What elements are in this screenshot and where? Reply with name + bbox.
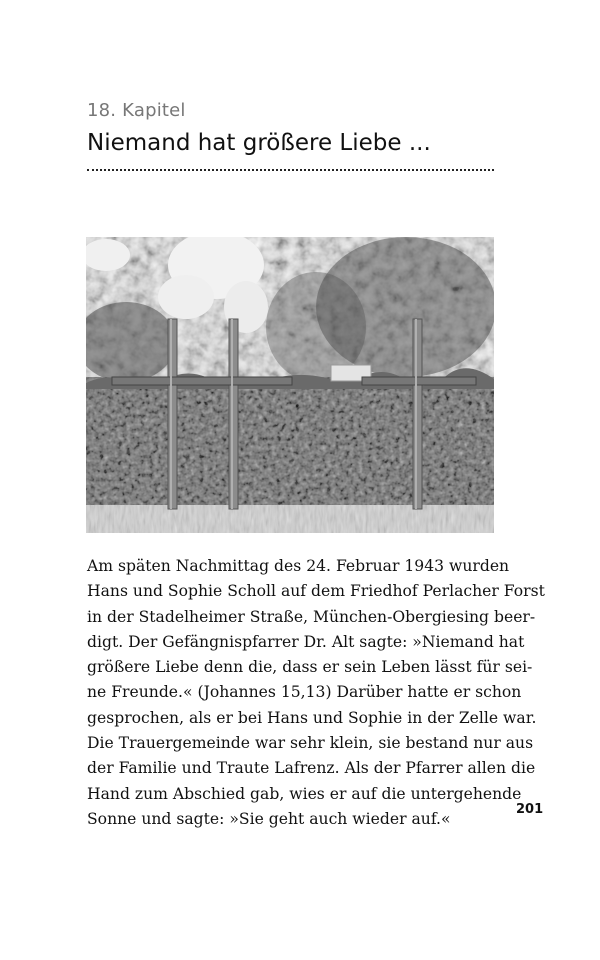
text-line: gesprochen, als er bei Hans und Sophie in der Zelle war. <box>87 708 537 727</box>
text-line: ne Freunde.« (Johannes 15,13) Darüber hatte er schon <box>87 683 522 702</box>
text-line: der Familie und Traute Lafrenz. Als der Pfarrer allen die <box>87 759 536 778</box>
text-line: Am späten Nachmittag des 24. Februar 1943 wurden <box>87 557 510 575</box>
chapter-label: 18. Kapitel <box>87 100 186 121</box>
page-number: 201 <box>516 802 544 817</box>
text-line: Hand zum Abschied gab, wies er auf die untergehende <box>87 784 522 803</box>
photo-graves-crosses <box>86 237 494 533</box>
text-line: digt. Der Gefängnispfarrer Dr. Alt sagte: »Niemand hat <box>87 632 525 651</box>
text-line: größere Liebe denn die, dass er sein Leben lässt für sei- <box>87 658 533 677</box>
text-line: in der Stadelheimer Straße, München-Obergiesing beer- <box>87 607 536 626</box>
text-line: Die Trauergemeinde war sehr klein, sie bestand nur aus <box>87 734 534 753</box>
chapter-title: Niemand hat größere Liebe ... <box>87 130 431 156</box>
text-line: Hans und Sophie Scholl auf dem Friedhof Perlacher Forst <box>87 582 545 601</box>
dotted-divider <box>87 169 494 171</box>
text-line: Sonne und sagte: »Sie geht auch wieder auf.« <box>87 809 451 828</box>
